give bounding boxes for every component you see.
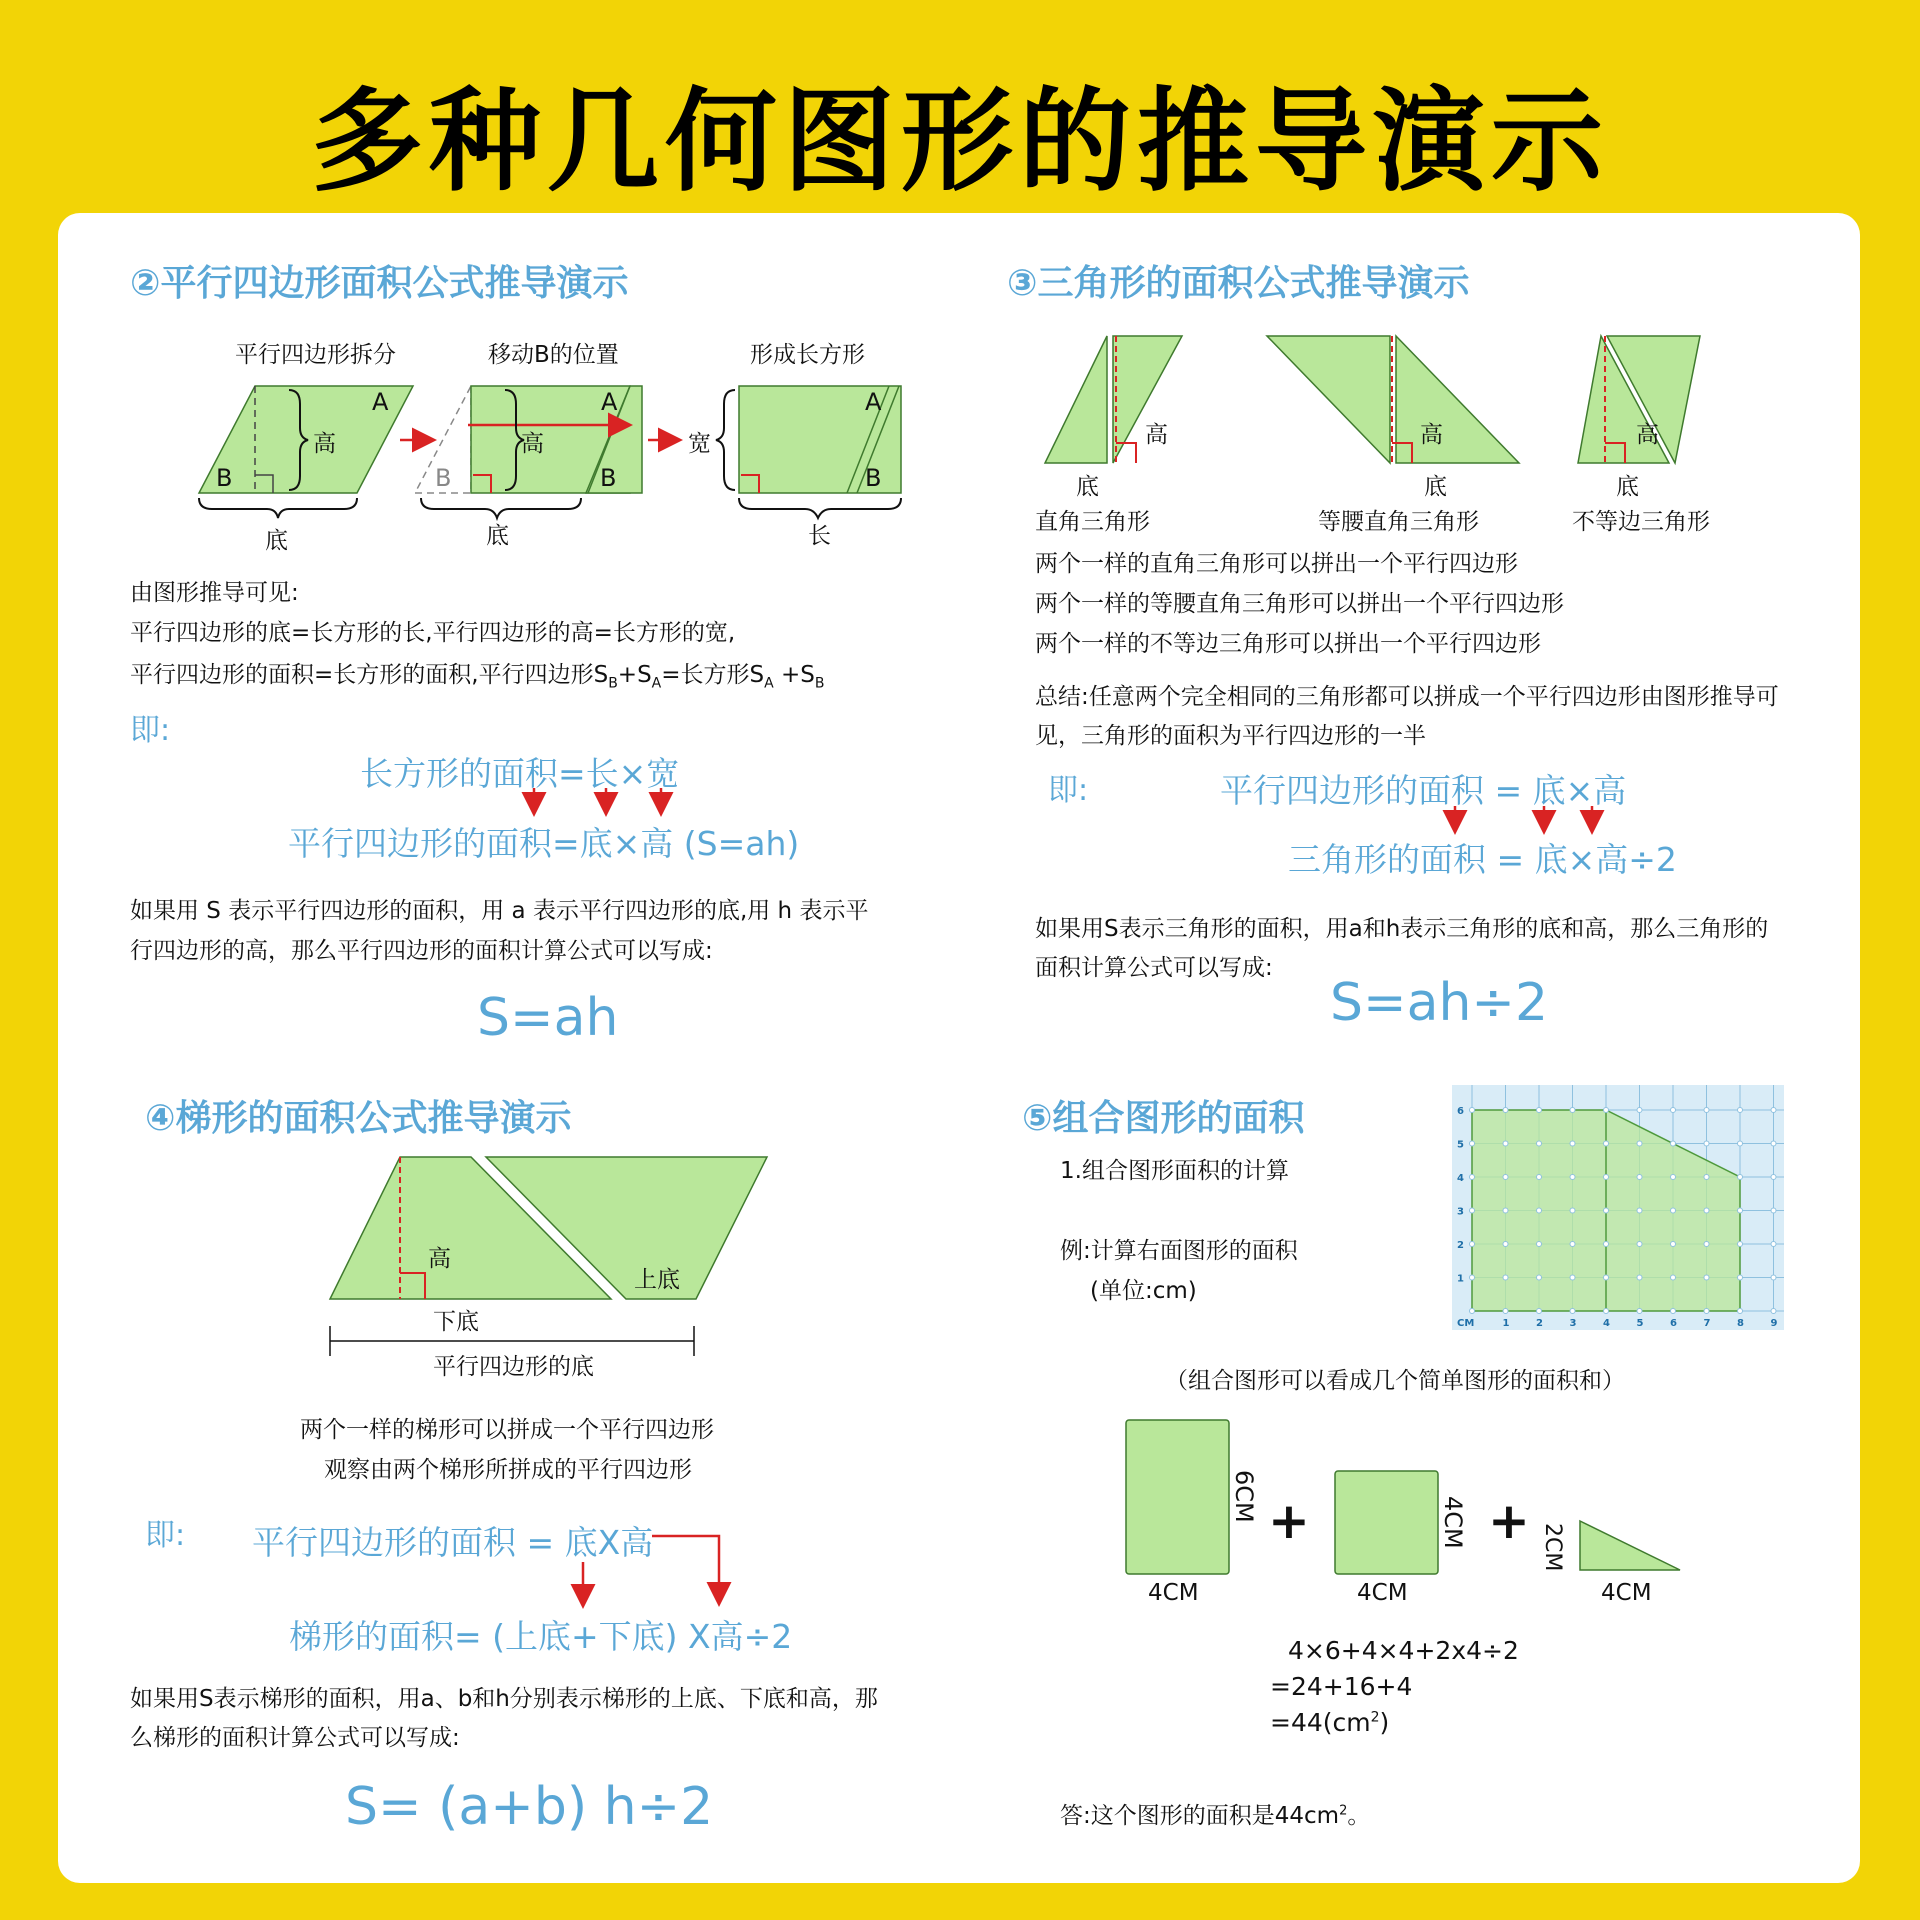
trap-line-1: 两个一样的梯形可以拼成一个平行四边形 bbox=[300, 1417, 714, 1443]
para-label-height1: 高 bbox=[313, 431, 336, 457]
grid-dot bbox=[1570, 1275, 1575, 1280]
piece1-bottom-label: 4CM bbox=[1148, 1580, 1199, 1606]
grid-dot bbox=[1738, 1108, 1743, 1113]
para-text-1: 由图形推导可见: bbox=[130, 580, 299, 606]
grid-dot bbox=[1570, 1208, 1575, 1213]
grid-dot bbox=[1604, 1208, 1609, 1213]
para-label-height2: 高 bbox=[521, 431, 544, 457]
grid-x-tick: 2 bbox=[1536, 1318, 1543, 1329]
grid-y-tick: 6 bbox=[1457, 1106, 1464, 1117]
grid-dot bbox=[1503, 1309, 1508, 1314]
grid-dot bbox=[1637, 1141, 1642, 1146]
para-eq-2: 平行四边形的面积=底×高 (S=ah) bbox=[288, 824, 800, 863]
rect-label-a: A bbox=[865, 388, 882, 416]
tri-line-2: 两个一样的等腰直角三角形可以拼出一个平行四边形 bbox=[1035, 591, 1564, 617]
tri-label-base-2: 底 bbox=[1424, 474, 1447, 500]
grid-dot bbox=[1738, 1175, 1743, 1180]
composite-example: 例:计算右面图形的面积 bbox=[1060, 1238, 1298, 1264]
trap-label-para-base: 平行四边形的底 bbox=[433, 1354, 594, 1380]
para-caption-rect: 形成长方形 bbox=[750, 342, 865, 368]
trap-label-top-base: 上底 bbox=[634, 1267, 680, 1293]
grid-dot bbox=[1704, 1275, 1709, 1280]
composite-subtitle: 1.组合图形面积的计算 bbox=[1060, 1158, 1289, 1184]
grid-dot bbox=[1537, 1208, 1542, 1213]
trapezoid-pair bbox=[330, 1157, 767, 1356]
composite-note: （组合图形可以看成几个简单图形的面积和） bbox=[1165, 1368, 1625, 1394]
tri-label-base-1: 底 bbox=[1076, 474, 1099, 500]
grid-dot bbox=[1704, 1108, 1709, 1113]
rect-label-width: 宽 bbox=[688, 431, 711, 457]
grid-dot bbox=[1637, 1309, 1642, 1314]
grid-dot bbox=[1671, 1309, 1676, 1314]
grid-dot bbox=[1738, 1275, 1743, 1280]
grid-dot bbox=[1738, 1208, 1743, 1213]
triangle-section-title: ③三角形的面积公式推导演示 bbox=[1007, 263, 1470, 304]
grid-unit-label: CM bbox=[1457, 1318, 1475, 1329]
grid-dot bbox=[1470, 1108, 1475, 1113]
composite-unit: (单位:cm) bbox=[1090, 1278, 1197, 1304]
grid-dot bbox=[1704, 1175, 1709, 1180]
grid-dot bbox=[1771, 1108, 1776, 1113]
piece3-side-label: 2CM bbox=[1540, 1523, 1565, 1572]
tri-label-height-3: 高 bbox=[1636, 422, 1659, 448]
piece1-side-label: 6CM bbox=[1230, 1470, 1258, 1523]
grid-dot bbox=[1470, 1275, 1475, 1280]
tri-eq-1: 平行四边形的面积 = 底×高 bbox=[1220, 771, 1627, 810]
grid-dot bbox=[1503, 1242, 1508, 1247]
grid-dot bbox=[1503, 1275, 1508, 1280]
composite-calc-2: =24+16+4 bbox=[1270, 1672, 1413, 1701]
grid-dot bbox=[1637, 1175, 1642, 1180]
grid-dot bbox=[1537, 1309, 1542, 1314]
trap-ji: 即: bbox=[145, 1518, 186, 1553]
para-caption-split: 平行四边形拆分 bbox=[235, 342, 396, 368]
para-text-5: 行四边形的高，那么平行四边形的面积计算公式可以写成: bbox=[130, 938, 713, 964]
plus-sign-2: + bbox=[1488, 1492, 1530, 1550]
grid-x-tick: 3 bbox=[1569, 1318, 1577, 1329]
grid-dot bbox=[1470, 1309, 1475, 1314]
trap-text-2: 么梯形的面积计算公式可以写成: bbox=[130, 1725, 460, 1751]
grid-y-tick: 5 bbox=[1457, 1139, 1464, 1151]
grid-dot bbox=[1570, 1242, 1575, 1247]
grid-dot bbox=[1537, 1242, 1542, 1247]
plus-sign-1: + bbox=[1268, 1492, 1310, 1550]
grid-dot bbox=[1771, 1309, 1776, 1314]
tri-line-1: 两个一样的直角三角形可以拼出一个平行四边形 bbox=[1035, 551, 1518, 577]
para-label-a2: A bbox=[601, 388, 618, 416]
trap-text-1: 如果用S表示梯形的面积，用a、b和h分别表示梯形的上底、下底和高，那 bbox=[130, 1686, 878, 1712]
para-caption-move: 移动B的位置 bbox=[488, 342, 619, 368]
tri-summary-1: 总结:任意两个完全相同的三角形都可以拼成一个平行四边形由图形推导可 bbox=[1035, 684, 1779, 710]
para-text-4: 如果用 S 表示平行四边形的面积，用 a 表示平行四边形的底,用 h 表示平 bbox=[130, 898, 869, 924]
para-label-b2-ghost: B bbox=[435, 464, 452, 492]
grid-x-tick: 9 bbox=[1770, 1318, 1778, 1329]
grid-dot bbox=[1771, 1242, 1776, 1247]
tri-label-height-2: 高 bbox=[1420, 422, 1443, 448]
para-label-base2: 底 bbox=[486, 523, 509, 549]
isosceles-triangle-pair bbox=[1267, 336, 1519, 463]
rect-label-b: B bbox=[865, 464, 882, 492]
grid-x-tick: 8 bbox=[1737, 1318, 1744, 1329]
grid-dot bbox=[1604, 1175, 1609, 1180]
grid-x-tick: 7 bbox=[1703, 1318, 1711, 1329]
trap-line-2: 观察由两个梯形所拼成的平行四边形 bbox=[324, 1457, 692, 1483]
piece3-bottom-label: 4CM bbox=[1601, 1580, 1652, 1606]
trap-label-height: 高 bbox=[428, 1246, 451, 1272]
grid-dot bbox=[1570, 1309, 1575, 1314]
grid-dot bbox=[1671, 1141, 1676, 1146]
tri-caption-right: 直角三角形 bbox=[1035, 509, 1150, 535]
para-ji: 即: bbox=[130, 713, 171, 748]
grid-dot bbox=[1503, 1141, 1508, 1146]
grid-dot bbox=[1503, 1208, 1508, 1213]
piece-square-4x4 bbox=[1335, 1471, 1438, 1574]
para-text-3: 平行四边形的面积=长方形的面积,平行四边形$S_B+S_A=$长方形$S_A +S_B$ bbox=[130, 662, 825, 692]
tri-label-height-1: 高 bbox=[1145, 422, 1168, 448]
composite-answer: 答:这个图形的面积是$44cm^2$。 bbox=[1060, 1803, 1371, 1829]
grid-dot bbox=[1637, 1208, 1642, 1213]
grid-dot bbox=[1671, 1275, 1676, 1280]
grid-dot bbox=[1537, 1275, 1542, 1280]
trap-eq-2: 梯形的面积= (上底+下底) X高÷2 bbox=[289, 1617, 793, 1656]
grid-dot bbox=[1604, 1275, 1609, 1280]
tri-text-1: 如果用S表示三角形的面积，用a和h表示三角形的底和高，那么三角形的 bbox=[1035, 916, 1769, 942]
grid-dot bbox=[1771, 1208, 1776, 1213]
grid-x-tick: 5 bbox=[1636, 1318, 1644, 1329]
tri-caption-isosceles: 等腰直角三角形 bbox=[1318, 509, 1479, 535]
piece-rectangle-6x4 bbox=[1126, 1420, 1229, 1574]
grid-dot bbox=[1570, 1141, 1575, 1146]
grid-dot bbox=[1470, 1242, 1475, 1247]
grid-dot bbox=[1570, 1175, 1575, 1180]
grid-dot bbox=[1604, 1309, 1609, 1314]
grid-dot bbox=[1671, 1175, 1676, 1180]
piece2-bottom-label: 4CM bbox=[1357, 1580, 1408, 1606]
para-label-a1: A bbox=[372, 388, 389, 416]
grid-x-tick: 1 bbox=[1502, 1318, 1510, 1329]
composite-calc-1: 4×6+4×4+2x4÷2 bbox=[1288, 1636, 1519, 1665]
para-formula: S=ah bbox=[477, 988, 619, 1048]
tri-ji: 即: bbox=[1048, 773, 1089, 808]
grid-dot bbox=[1671, 1208, 1676, 1213]
para-label-b1: B bbox=[216, 464, 233, 492]
trap-formula: S= (a+b) h÷2 bbox=[345, 1777, 714, 1837]
grid-dot bbox=[1637, 1275, 1642, 1280]
tri-summary-2: 见，三角形的面积为平行四边形的一半 bbox=[1035, 723, 1426, 749]
grid-dot bbox=[1738, 1141, 1743, 1146]
grid-dot bbox=[1570, 1108, 1575, 1113]
tri-caption-scalene: 不等边三角形 bbox=[1572, 509, 1710, 535]
grid-y-tick: 2 bbox=[1457, 1240, 1464, 1251]
composite-grid bbox=[1452, 1085, 1784, 1330]
tri-formula: S=ah÷2 bbox=[1330, 973, 1549, 1033]
grid-dot bbox=[1637, 1108, 1642, 1113]
piece-triangle bbox=[1580, 1521, 1680, 1570]
grid-dot bbox=[1604, 1141, 1609, 1146]
grid-x-tick: 6 bbox=[1670, 1318, 1677, 1329]
trapezoid-section-title: ④梯形的面积公式推导演示 bbox=[145, 1098, 572, 1139]
grid-dot bbox=[1738, 1242, 1743, 1247]
para-label-b2: B bbox=[600, 464, 617, 492]
tri-text-2: 面积计算公式可以写成: bbox=[1035, 955, 1273, 981]
piece2-side-label: 4CM bbox=[1439, 1496, 1467, 1549]
grid-dot bbox=[1771, 1275, 1776, 1280]
grid-dot bbox=[1470, 1175, 1475, 1180]
tri-line-3: 两个一样的不等边三角形可以拼出一个平行四边形 bbox=[1035, 631, 1541, 657]
grid-dot bbox=[1604, 1108, 1609, 1113]
grid-dot bbox=[1637, 1242, 1642, 1247]
grid-dot bbox=[1537, 1141, 1542, 1146]
grid-dot bbox=[1503, 1175, 1508, 1180]
grid-dot bbox=[1671, 1242, 1676, 1247]
grid-dot bbox=[1771, 1141, 1776, 1146]
grid-y-tick: 3 bbox=[1457, 1206, 1464, 1218]
para-label-base1: 底 bbox=[265, 528, 288, 554]
grid-dot bbox=[1470, 1141, 1475, 1146]
para-text-2: 平行四边形的底=长方形的长,平行四边形的高=长方形的宽, bbox=[130, 620, 736, 646]
grid-dot bbox=[1704, 1309, 1709, 1314]
grid-y-tick: 4 bbox=[1457, 1173, 1464, 1184]
trap-eq-1: 平行四边形的面积 = 底X高 bbox=[252, 1523, 654, 1562]
grid-dot bbox=[1738, 1309, 1743, 1314]
trap-label-bottom-base: 下底 bbox=[433, 1309, 479, 1335]
grid-dot bbox=[1537, 1175, 1542, 1180]
parallelogram-section-title: ②平行四边形面积公式推导演示 bbox=[130, 263, 629, 304]
grid-dot bbox=[1604, 1242, 1609, 1247]
grid-dot bbox=[1704, 1208, 1709, 1213]
composite-calc-3: $=44(cm^2)$ bbox=[1270, 1708, 1390, 1737]
page-title: 多种几何图形的推导演示 bbox=[311, 77, 1609, 207]
grid-dot bbox=[1470, 1208, 1475, 1213]
grid-dot bbox=[1704, 1141, 1709, 1146]
composite-section-title: ⑤组合图形的面积 bbox=[1022, 1098, 1305, 1139]
grid-y-tick: 1 bbox=[1457, 1273, 1464, 1285]
tri-label-base-3: 底 bbox=[1616, 474, 1639, 500]
grid-dot bbox=[1671, 1108, 1676, 1113]
grid-dot bbox=[1537, 1108, 1542, 1113]
rect-label-length: 长 bbox=[808, 523, 831, 549]
para-eq-1: 长方形的面积=长×宽 bbox=[360, 754, 680, 793]
grid-x-tick: 4 bbox=[1603, 1318, 1610, 1329]
grid-dot bbox=[1771, 1175, 1776, 1180]
grid-dot bbox=[1704, 1242, 1709, 1247]
grid-dot bbox=[1503, 1108, 1508, 1113]
tri-eq-2: 三角形的面积 = 底×高÷2 bbox=[1288, 840, 1677, 879]
